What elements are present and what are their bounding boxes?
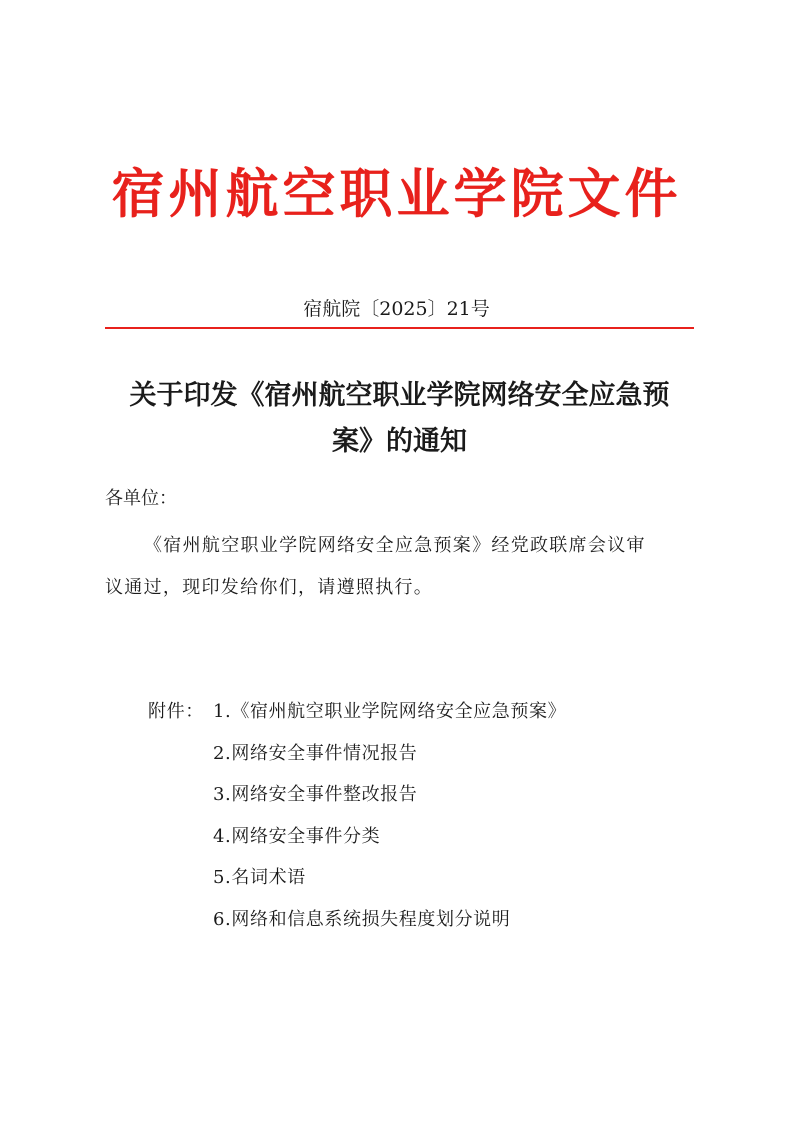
- attachment-item-text: 1.《宿州航空职业学院网络安全应急预案》: [213, 701, 567, 722]
- attachment-item-text: 4.网络安全事件分类: [213, 825, 381, 847]
- attachment-item: [148, 899, 566, 941]
- attachment-item-text: 2.网络安全事件情况报告: [213, 742, 418, 764]
- title-line-2: 案》的通知: [332, 426, 467, 457]
- title-line-1: 关于印发《宿州航空职业学院网络安全应急预: [129, 380, 670, 411]
- attachment-item-text: 3.网络安全事件整改报告: [213, 784, 418, 805]
- attachment-item: [148, 857, 566, 899]
- attachments-list: [148, 691, 566, 940]
- red-divider-rule: [105, 327, 694, 329]
- document-number: 宿航院〔2025〕21号: [303, 298, 490, 320]
- body-paragraph: [105, 525, 694, 609]
- paragraph-line-2: 议通过，现印发给你们，请遵照执行。: [105, 577, 434, 598]
- attachment-item-text: 5.名词术语: [213, 867, 306, 888]
- attachment-item-text: 6.网络和信息系统损失程度划分说明: [213, 908, 511, 930]
- attachment-item: [148, 733, 566, 775]
- attachment-item: [148, 774, 566, 816]
- attachments-label: 附件：: [148, 701, 204, 722]
- document-title: [105, 373, 694, 465]
- attachment-item: [148, 816, 566, 858]
- paragraph-line-1: 《宿州航空职业学院网络安全应急预案》经党政联席会议审: [144, 535, 646, 556]
- salutation: 各单位：: [105, 488, 177, 509]
- document-masthead: 宿州航空职业学院文件: [111, 164, 682, 225]
- attachment-item: [148, 691, 566, 733]
